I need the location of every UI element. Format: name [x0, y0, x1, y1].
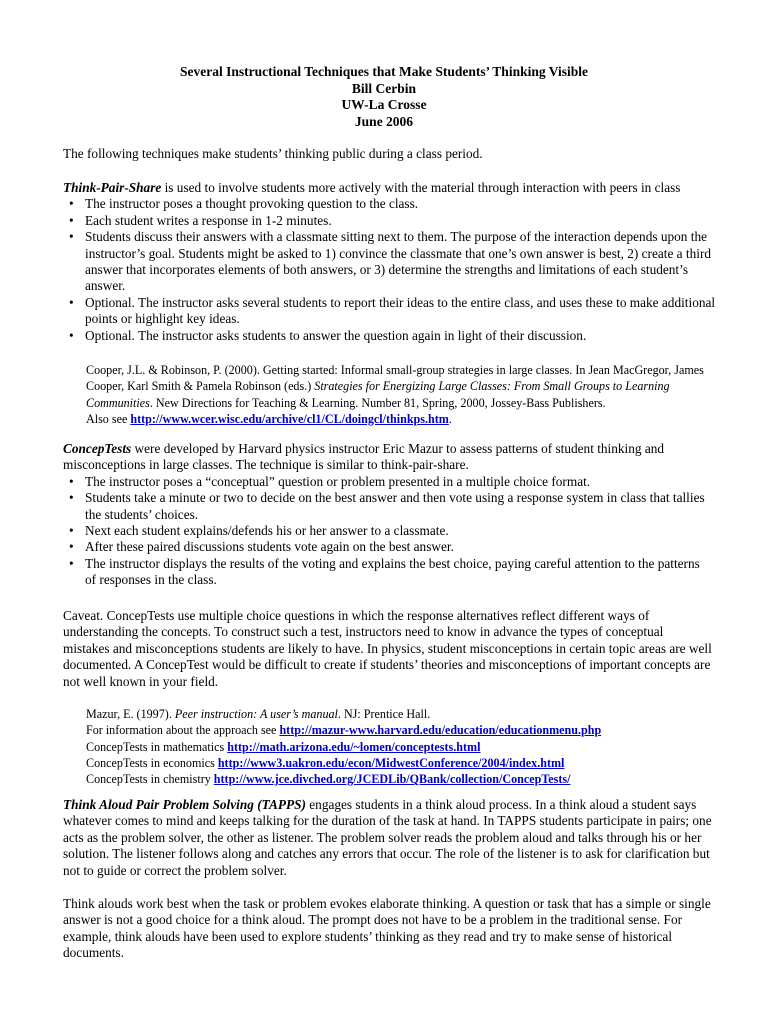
list-item: • Optional. The instructor asks several students to report their ideas to the entire class, and uses these to make additional points or highlight key ideas.: [63, 295, 723, 328]
document-date: June 2006: [354, 113, 414, 129]
conceptests-references: Mazur, E. (1997). Peer instruction: A user’s manual. NJ: Prentice Hall. For information about the approach see http://mazur-www.harvard.edu/education/educationmenu.php ConcepTests in mathematics http://math.arizona.edu/~lomen/conceptests.html ConcepTests in economics http://www3.uakron.edu/econ/MidwestConference/2004/index.html ConcepTests in chemistry http://www.jce.divched.org/JCEDLib/QBank/collection/ConcepTests/: [86, 707, 602, 787]
mazur-education-link[interactable]: http://mazur-www.harvard.edu/education/educationmenu.php: [279, 723, 602, 738]
conceptests-list: [63, 474, 713, 589]
chemistry-conceptests-link[interactable]: http://www.jce.divched.org/JCEDLib/QBank/collection/ConcepTests/: [213, 772, 571, 787]
tapps-paragraph-2: Think alouds work best when the task or problem evokes elaborate thinking. A question or task that has a simple or single answer is not a good choice for a think aloud. The prompt does not have to be a problem in the traditional sense. For example, think alouds have been used to explore students’ thinking as they read and try to make sense of historical documents.: [63, 896, 711, 961]
conceptests-intro: ConcepTests were developed by Harvard physics instructor Eric Mazur to assess patterns of student thinking and misconceptions in large classes. The technique is similar to think-pair-share.: [63, 441, 665, 473]
tapps-section: [63, 797, 713, 879]
list-item: • Students discuss their answers with a classmate sitting next to them. The purpose of the interaction depends upon the instructor’s goal. Students might be asked to 1) convince the classmate that one’s own answer is best, 2) create a third answer that incorporates elements of both answers, or 3) determine the strengths and limitations of each student’s answer.: [63, 229, 723, 295]
list-item: • Optional. The instructor asks students to answer the question again in light of their discussion.: [63, 328, 723, 344]
think-pair-share-link[interactable]: http://www.wcer.wisc.edu/archive/cl1/CL/doingcl/thinkps.htm: [130, 411, 449, 426]
think-pair-share-section: [63, 180, 723, 344]
think-pair-share-reference: Cooper, J.L. & Robinson, P. (2000). Getting started: Informal small-group strategies in large classes. In Jean MacGregor, James Cooper, Karl Smith & Pamela Robinson (eds.) Strategies for Energizing Large Classes: From Small Groups to Learning Communities. New Directions for Teaching & Learning. Number 81, Spring, 2000, Jossey-Bass Publishers. Also see http://www.wcer.wisc.edu/archive/cl1/CL/doingcl/thinkps.htm.: [86, 363, 704, 426]
tapps-term: Think Aloud Pair Problem Solving (TAPPS): [63, 797, 306, 812]
document-title: Several Instructional Techniques that Make Students’ Thinking Visible: [180, 64, 588, 79]
conceptests-term: ConcepTests: [63, 441, 132, 456]
list-item: • Students take a minute or two to decide on the best answer and then vote using a response system in class that tallies the students’ choices.: [63, 490, 713, 523]
think-pair-share-intro: Think-Pair-Share is used to involve students more actively with the material through interaction with peers in class: [63, 180, 681, 195]
institution-name: UW-La Crosse: [341, 97, 427, 112]
mathematics-conceptests-link[interactable]: http://math.arizona.edu/~lomen/conceptests.html: [227, 739, 481, 754]
list-item: • The instructor poses a “conceptual” question or problem presented in a multiple choice format.: [63, 474, 713, 490]
think-pair-share-list: [63, 196, 723, 344]
economics-conceptests-link[interactable]: http://www3.uakron.edu/econ/MidwestConference/2004/index.html: [217, 755, 565, 770]
think-pair-share-term: Think-Pair-Share: [63, 180, 162, 195]
list-item: • Next each student explains/defends his or her answer to a classmate.: [63, 523, 713, 539]
conceptests-section: [63, 441, 713, 589]
tapps-paragraph: Think Aloud Pair Problem Solving (TAPPS) engages students in a think aloud process. In a think aloud a student says whatever comes to mind and keeps talking for the duration of the task at hand. In TAPPS students participate in pairs; one acts as the problem solver, the other as listener. The problem solver reads the problem aloud and talks through his or her solution. The listener follows along and catches any errors that occur. The role of the listener is to ask for clarification but not to guide or correct the problem solver.: [63, 797, 712, 878]
list-item: • Each student writes a response in 1-2 minutes.: [63, 213, 723, 229]
list-item: • The instructor poses a thought provoking question to the class.: [63, 196, 723, 212]
author-name: Bill Cerbin: [351, 80, 417, 96]
list-item: • The instructor displays the results of the voting and explains the best choice, paying careful attention to the patterns of responses in the class.: [63, 556, 713, 589]
list-item: • After these paired discussions students vote again on the best answer.: [63, 539, 713, 555]
intro-paragraph: The following techniques make students’ thinking public during a class period.: [63, 146, 483, 161]
conceptests-caveat: Caveat. ConcepTests use multiple choice questions in which the response alternatives reflect different ways of understanding the concepts. To construct such a test, instructors need to know in advance the types of conceptual mistakes and misconceptions students are likely to have. In physics, student misconceptions in certain topic areas are well documented. A ConcepTest would be difficult to create if students’ theories and misconceptions of important concepts are not well known in your field.: [63, 608, 712, 689]
document-header: [0, 64, 768, 130]
